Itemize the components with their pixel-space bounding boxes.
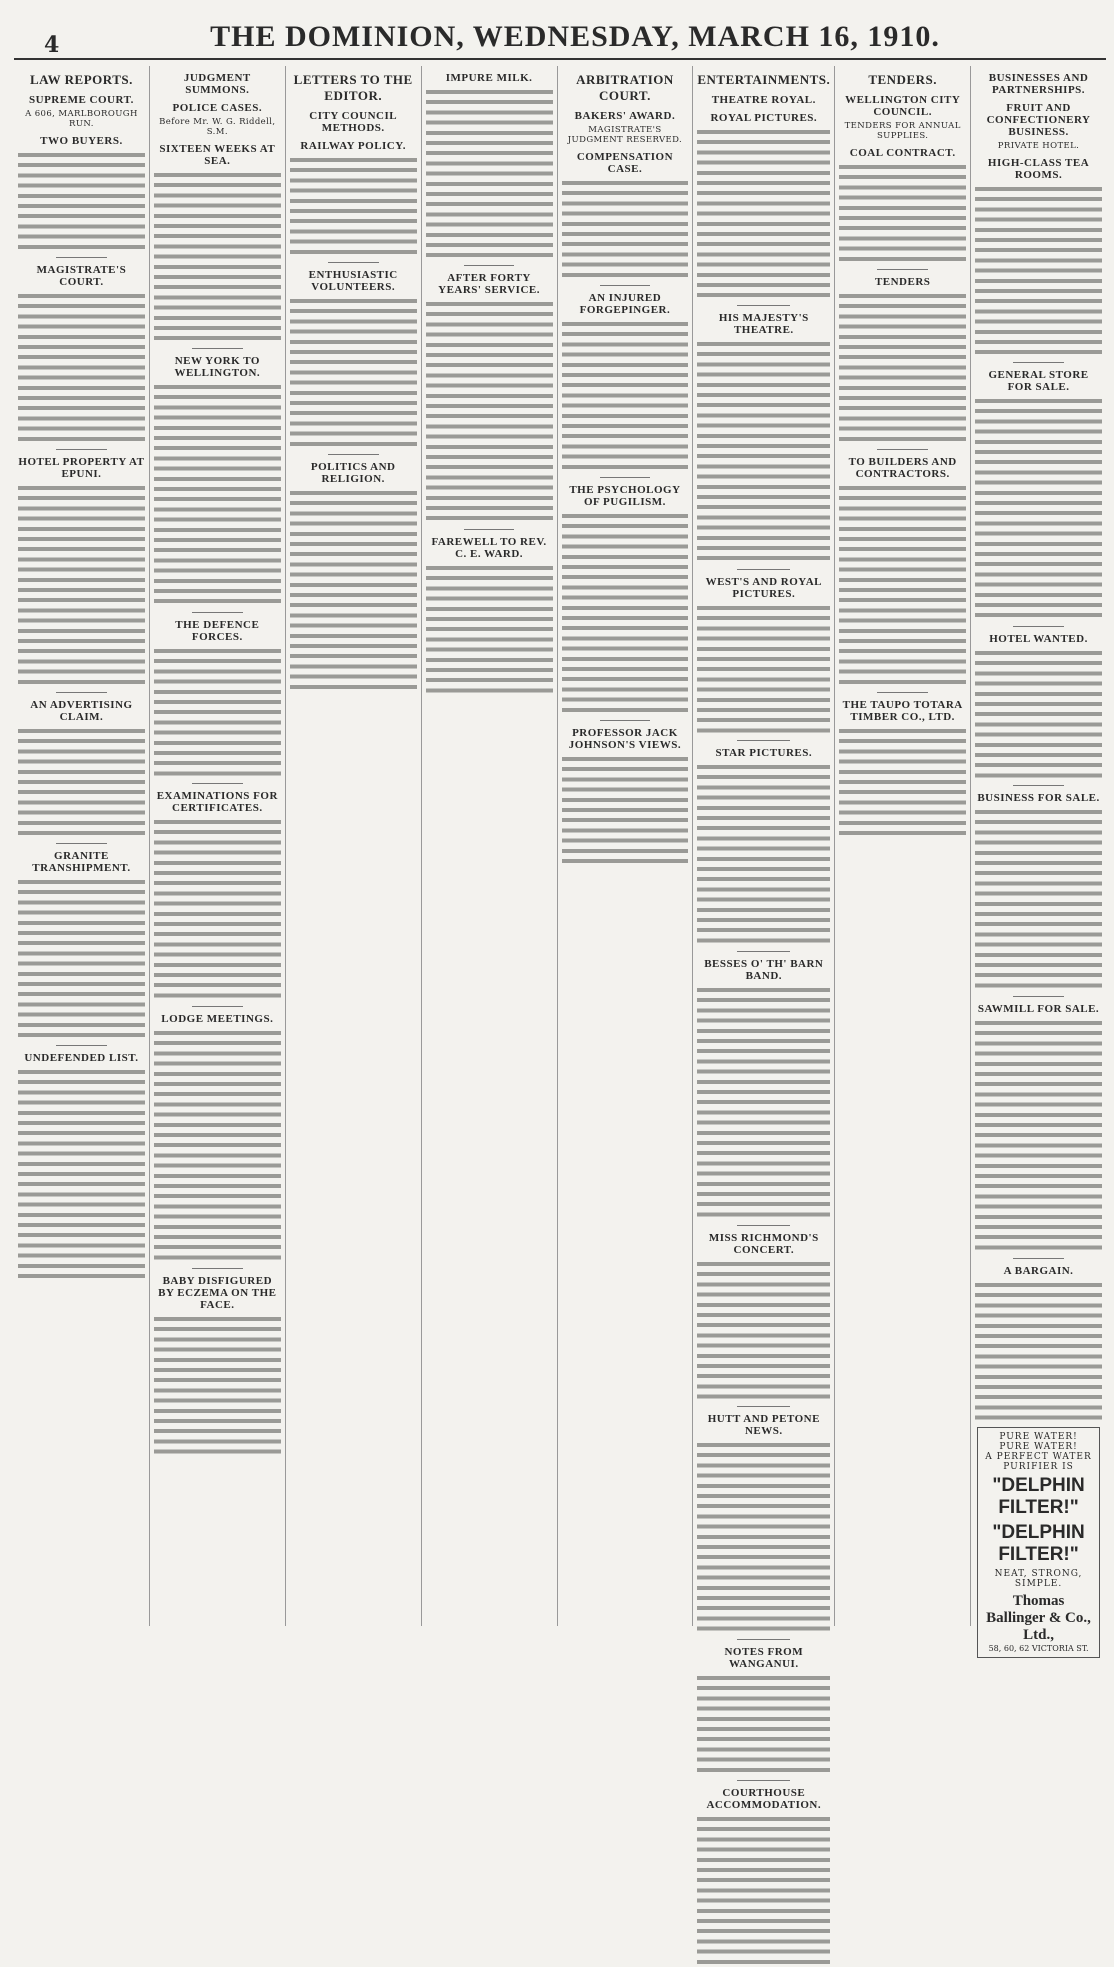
column-sections (975, 157, 1102, 1422)
section-heading: THE DEFENCE FORCES. (175, 618, 260, 643)
article-body (697, 985, 830, 1220)
section-divider (737, 740, 790, 741)
ad-address: 58, 60, 62 VICTORIA ST. (988, 1644, 1089, 1654)
section-heading: MISS RICHMOND'S CONCERT. (708, 1231, 819, 1256)
section-divider (56, 449, 107, 450)
article-body (426, 299, 553, 523)
section-divider (1013, 626, 1064, 627)
section-heading: HOTEL WANTED. (989, 632, 1088, 645)
column-kicker: A 606, MARLBOROUGH RUN. (25, 109, 138, 129)
article-body (562, 511, 689, 715)
column-letters-continued (422, 66, 558, 1626)
article-body (154, 817, 281, 1001)
article-body (697, 127, 830, 300)
ad-firm: Thomas Ballinger & Co., Ltd., (986, 1593, 1091, 1644)
section-heading: HIGH-CLASS TEA ROOMS. (987, 157, 1090, 181)
article-body (154, 1314, 281, 1457)
section-heading: FAREWELL TO REV. C. E. WARD. (431, 535, 547, 560)
column-subheading: THEATRE ROYAL. (711, 94, 816, 106)
section-divider (737, 569, 790, 570)
section-heading: HIS MAJESTY'S THEATRE. (718, 312, 809, 337)
column-heading: LETTERS TO THE EDITOR. (293, 72, 413, 103)
section-divider (192, 1268, 243, 1269)
article-body (154, 382, 281, 606)
section-divider (737, 1639, 790, 1640)
article-body (426, 563, 553, 696)
section-heading: SIXTEEN WEEKS AT SEA. (159, 143, 276, 167)
column-sections (426, 72, 553, 695)
section-heading: COURTHOUSE ACCOMMODATION. (706, 1787, 822, 1812)
article-body (562, 319, 689, 472)
section-divider (737, 1406, 790, 1407)
newspaper-title: THE DOMINION, WEDNESDAY, MARCH 16, 1910. (210, 20, 940, 53)
article-body (290, 296, 417, 449)
section-divider (737, 1780, 790, 1781)
section-heading: MAGISTRATE'S COURT. (36, 264, 127, 288)
ad-product: "DELPHIN FILTER!" (992, 1522, 1085, 1566)
article-body (697, 1814, 830, 1967)
article-body (697, 339, 830, 563)
section-divider (56, 257, 107, 258)
section-heading: AN ADVERTISING CLAIM. (30, 699, 133, 723)
column-kicker: PRIVATE HOTEL. (997, 141, 1080, 151)
ad-line: PURE WATER! (999, 1442, 1078, 1453)
article-body (975, 1280, 1102, 1423)
article-body (697, 1440, 830, 1634)
column-sections (697, 112, 830, 1967)
section-heading: EXAMINATIONS FOR CERTIFICATES. (156, 790, 278, 815)
column-heading: LAW REPORTS. (30, 72, 133, 87)
columns (14, 66, 1106, 1812)
ad-line: PURE WATER! (999, 1432, 1078, 1443)
column-sections (562, 151, 689, 866)
section-heading: IMPURE MILK. (445, 72, 533, 84)
section-heading: HUTT AND PETONE NEWS. (707, 1413, 820, 1438)
section-divider (737, 951, 790, 952)
section-heading: THE TAUPO TOTARA TIMBER CO., LTD. (842, 699, 963, 723)
section-heading: WEST'S AND ROYAL PICTURES. (705, 575, 822, 600)
section-divider (464, 529, 515, 530)
section-divider (877, 269, 928, 270)
section-heading: TENDERS (874, 276, 931, 288)
section-heading: BABY DISFIGURED BY ECZEMA ON THE FACE. (158, 1274, 277, 1311)
column-kicker: TENDERS FOR ANNUAL SUPPLIES. (844, 121, 961, 141)
column-kicker: Before Mr. W. G. Riddell, S.M. (159, 117, 276, 137)
article-body (290, 155, 417, 257)
section-divider (737, 305, 790, 306)
column-heading: TENDERS. (868, 72, 937, 87)
article-body (426, 87, 553, 260)
article-body (839, 162, 966, 264)
section-divider (328, 262, 379, 263)
masthead (14, 6, 1106, 60)
ad-line: A PERFECT WATER PURIFIER IS (985, 1452, 1092, 1473)
section-divider (464, 265, 515, 266)
section-divider (737, 1225, 790, 1226)
article-body (975, 807, 1102, 991)
page-number: 4 (44, 32, 60, 58)
column-tenders (835, 66, 971, 1626)
section-divider (1013, 996, 1064, 997)
column-entertainments (693, 66, 835, 1812)
section-heading: TWO BUYERS. (40, 135, 123, 147)
column-kicker: MAGISTRATE'S JUDGMENT RESERVED. (567, 125, 683, 145)
article-body (839, 291, 966, 444)
section-heading: NEW YORK TO WELLINGTON. (174, 355, 261, 380)
section-heading: UNDEFENDED LIST. (24, 1052, 139, 1065)
article-body (697, 762, 830, 946)
section-heading: RAILWAY POLICY. (300, 140, 406, 152)
article-body (154, 170, 281, 343)
section-divider (56, 692, 107, 693)
article-body (975, 1018, 1102, 1253)
section-divider (877, 449, 928, 450)
article-body (975, 396, 1102, 620)
article-body (290, 488, 417, 692)
column-heading: JUDGMENT SUMMONS. (183, 72, 251, 96)
section-heading: STAR PICTURES. (715, 747, 813, 760)
section-heading: A BARGAIN. (1003, 1264, 1074, 1277)
section-divider (1013, 785, 1064, 786)
article-body (154, 646, 281, 779)
article-body (18, 726, 145, 838)
section-divider (56, 843, 107, 844)
article-body (975, 184, 1102, 357)
ad-product: "DELPHIN FILTER!" (992, 1475, 1085, 1519)
section-heading: BESSES O' TH' BARN BAND. (704, 957, 824, 982)
column-subheading: POLICE CASES. (172, 102, 263, 114)
section-heading: AN INJURED FORGEPINGER. (579, 292, 671, 316)
section-heading: COMPENSATION CASE. (576, 151, 674, 175)
section-heading: AFTER FORTY YEARS' SERVICE. (438, 272, 540, 297)
article-body (18, 1067, 145, 1281)
article-body (839, 726, 966, 838)
article-body (697, 1673, 830, 1775)
column-judgment-summons (150, 66, 286, 1626)
article-body (154, 1028, 281, 1263)
column-sections (154, 143, 281, 1456)
section-heading: ENTHUSIASTIC VOLUNTEERS. (308, 269, 398, 293)
section-divider (328, 454, 379, 455)
section-divider (192, 1006, 243, 1007)
section-divider (600, 285, 651, 286)
article-body (18, 291, 145, 444)
column-heading: ENTERTAINMENTS. (697, 72, 831, 87)
article-body (697, 1259, 830, 1402)
column-subheading: CITY COUNCIL METHODS. (309, 110, 398, 134)
section-divider (877, 692, 928, 693)
section-heading: NOTES FROM WANGANUI. (724, 1646, 804, 1671)
article-body (18, 877, 145, 1040)
section-heading: THE PSYCHOLOGY OF PUGILISM. (569, 484, 681, 508)
section-heading: TO BUILDERS AND CONTRACTORS. (848, 456, 957, 480)
column-businesses (971, 66, 1106, 1654)
section-divider (56, 1045, 107, 1046)
column-heading: BUSINESSES AND PARTNERSHIPS. (988, 72, 1089, 96)
section-heading: SAWMILL FOR SALE. (977, 1002, 1100, 1015)
section-heading: LODGE MEETINGS. (161, 1012, 274, 1025)
section-divider (192, 348, 243, 349)
section-heading: BUSINESS FOR SALE. (977, 792, 1100, 805)
column-subheading: BAKERS' AWARD. (574, 110, 676, 122)
section-heading: GENERAL STORE FOR SALE. (988, 369, 1089, 394)
section-divider (600, 477, 651, 478)
section-heading: ROYAL PICTURES. (710, 112, 818, 124)
column-sections (839, 147, 966, 838)
article-body (975, 648, 1102, 781)
column-law-reports (14, 66, 150, 1626)
section-divider (1013, 1258, 1064, 1259)
section-heading: POLITICS AND RELIGION. (310, 461, 396, 485)
article-body (697, 603, 830, 736)
ad-tagline: NEAT, STRONG, SIMPLE. (994, 1569, 1083, 1590)
delphin-filter-ad (977, 1427, 1100, 1658)
section-heading: HOTEL PROPERTY AT EPUNI. (18, 456, 145, 480)
article-body (18, 483, 145, 687)
column-subheading: SUPREME COURT. (29, 94, 134, 106)
column-sections (290, 140, 417, 692)
article-body (562, 754, 689, 866)
section-divider (192, 612, 243, 613)
section-divider (600, 720, 651, 721)
section-divider (192, 783, 243, 784)
section-heading: PROFESSOR JACK JOHNSON'S VIEWS. (568, 727, 682, 751)
article-body (562, 178, 689, 280)
column-heading: ARBITRATION COURT. (576, 72, 674, 103)
column-subheading: FRUIT AND CONFECTIONERY BUSINESS. (986, 102, 1091, 138)
column-letters (286, 66, 422, 1626)
column-sections (18, 135, 145, 1282)
section-heading: GRANITE TRANSHIPMENT. (32, 850, 131, 875)
article-body (839, 483, 966, 687)
column-arbitration (558, 66, 694, 1626)
article-body (18, 150, 145, 252)
section-heading: COAL CONTRACT. (849, 147, 956, 159)
section-divider (1013, 362, 1064, 363)
column-subheading: WELLINGTON CITY COUNCIL. (845, 94, 961, 118)
